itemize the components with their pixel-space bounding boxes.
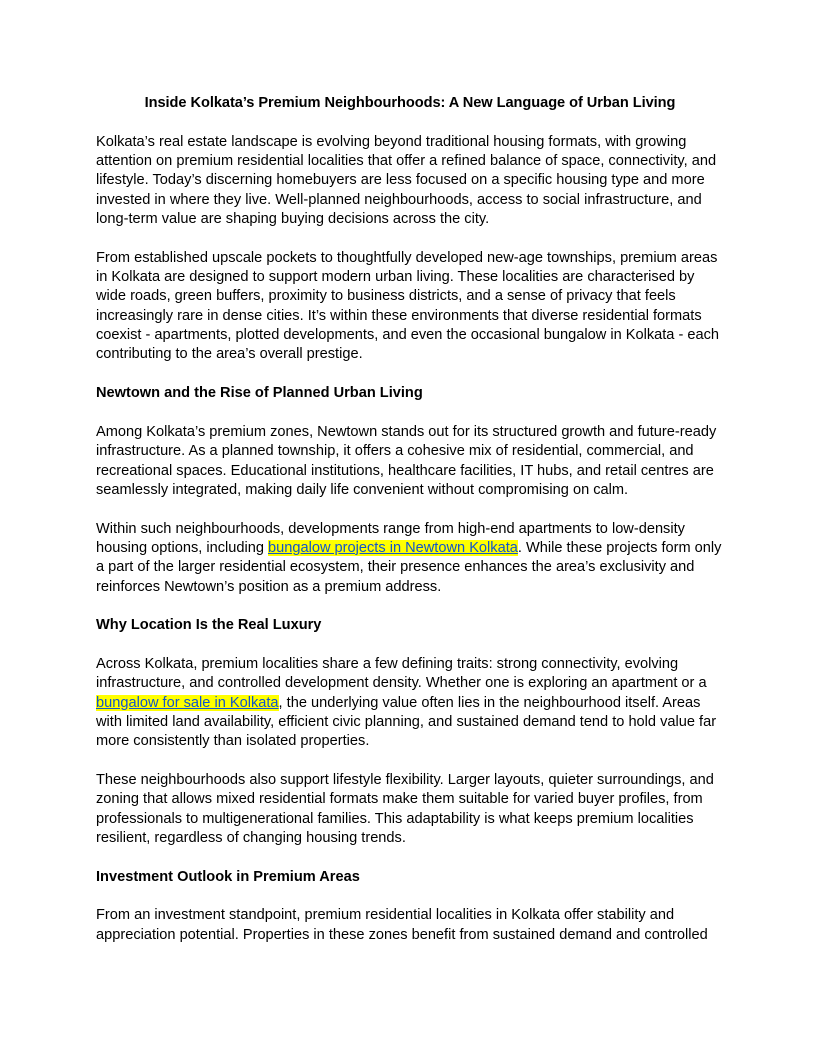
newtown-paragraph-1: Among Kolkata’s premium zones, Newtown stands out for its structured growth and future-ready infrastructure. As a planned township, it offers a cohesive mix of residential, commercial, and recreational spaces. Educational institutions, healthcare facilities, IT hubs, and retail centres are seamlessly integrated, making daily life convenient without compromising on calm. xyxy=(96,423,717,498)
section-heading-newtown: Newtown and the Rise of Planned Urban Living xyxy=(96,385,423,402)
bungalow-for-sale-kolkata-link[interactable]: bungalow for sale in Kolkata xyxy=(96,694,279,711)
newtown-paragraph-2 xyxy=(96,520,724,597)
newtown-paragraph-2-text-after: . While these projects form only a part of the larger residential ecosystem, their presence enhances the area’s exclusivity and reinforces Newtown’s position as a premium address. xyxy=(96,539,722,595)
location-paragraph-1-text-before: Across Kolkata, premium localities share a few defining traits: strong connectivity, evolving infrastructure, and controlled development density. Whether one is exploring an apartment or a xyxy=(96,655,707,692)
section-heading-investment: Investment Outlook in Premium Areas xyxy=(96,868,360,885)
newtown-paragraph-2-text-before: Within such neighbourhoods, developments range from high-end apartments to low-density housing options, including xyxy=(96,520,685,556)
document-title: Inside Kolkata’s Premium Neighbourhoods: A New Language of Urban Living xyxy=(144,95,676,111)
bungalow-projects-newtown-link[interactable]: bungalow projects in Newtown Kolkata xyxy=(268,539,518,556)
section-heading-location: Why Location Is the Real Luxury xyxy=(96,617,322,634)
document-page xyxy=(96,94,724,964)
intro-paragraph-2: From established upscale pockets to thoughtfully developed new-age townships, premium areas in Kolkata are designed to support modern urban living. These localities are characterised by wide roads, green buffers, proximity to business districts, and a sense of privacy that feels increasingly rare in dense cities. It’s within these environments that diverse residential formats coexist - apartments, plotted developments, and even the occasional bungalow in Kolkata - each contributing to the area’s overall prestige. xyxy=(96,249,720,363)
intro-paragraph-1: Kolkata’s real estate landscape is evolving beyond traditional housing formats, with growing attention on premium residential localities that offer a refined balance of space, connectivity, and lifestyle. Today’s discerning homebuyers are less focused on a specific housing type and more invested in where they live. Well-planned neighbourhoods, access to social infrastructure, and long-term value are shaping buying decisions across the city. xyxy=(96,133,717,228)
investment-paragraph-1: From an investment standpoint, premium residential localities in Kolkata offer stability and appreciation potential. Properties in these zones benefit from sustained demand and controlled xyxy=(96,907,708,943)
location-paragraph-1 xyxy=(96,655,724,752)
location-paragraph-2: These neighbourhoods also support lifestyle flexibility. Larger layouts, quieter surroundings, and zoning that allows mixed residential formats make them suitable for varied buyer profiles, from professionals to multigenerational families. This adaptability is what keeps premium localities resilient, regardless of changing housing trends. xyxy=(96,772,714,847)
location-paragraph-1-text-after: , the underlying value often lies in the neighbourhood itself. Areas with limited land availability, efficient civic planning, and sustained demand tend to hold value far more consistently than isolated properties. xyxy=(96,694,717,750)
